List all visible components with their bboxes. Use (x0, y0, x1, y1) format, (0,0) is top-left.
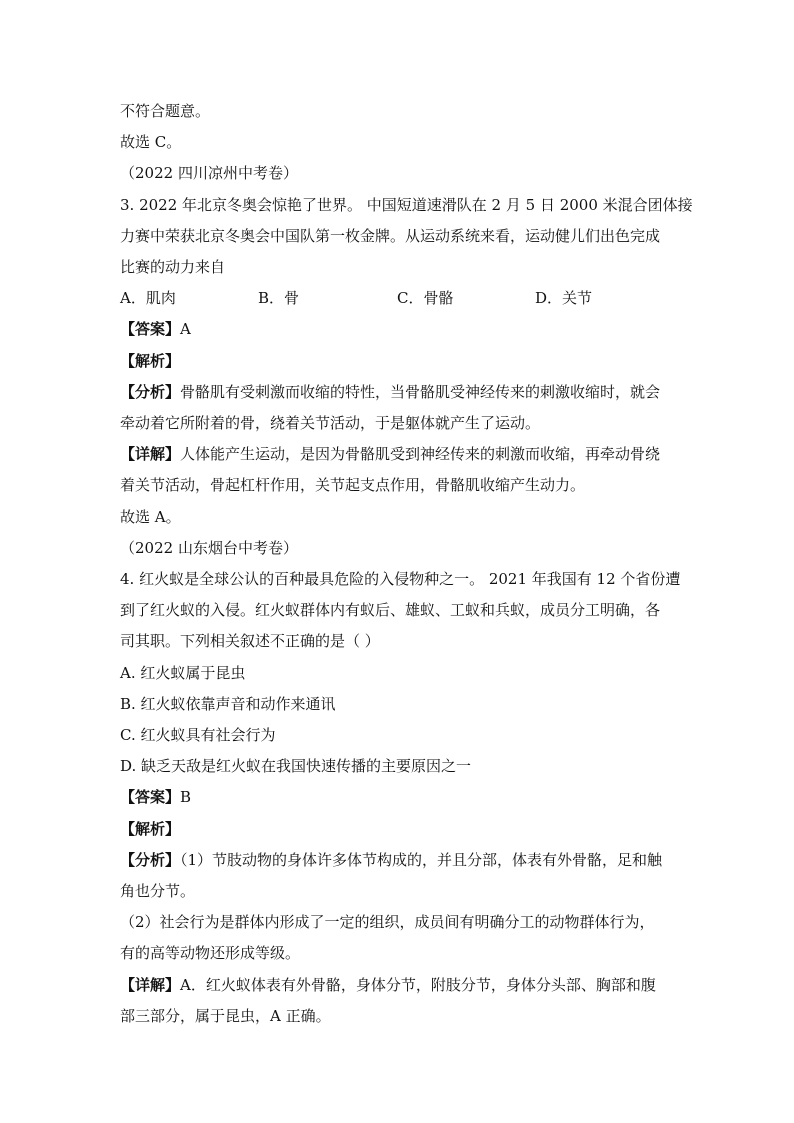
q3-stem-line: 力赛中荣获北京冬奥会中国队第一枚金牌。从运动系统来看，运动健儿们出色完成 (120, 227, 661, 245)
q4-fenxi (120, 850, 662, 870)
answer-tag: 【答案】 (120, 320, 181, 338)
q4-option-b: B. 红火蚁依靠声音和动作来通讯 (120, 695, 336, 713)
q4-xiangjie (120, 975, 656, 995)
text-line: 不符合题意。 (120, 102, 211, 120)
q3-choose: 故选 A。 (120, 508, 181, 526)
fenxi-tag: 【分析】 (120, 383, 181, 401)
q4-source: （2022 山东烟台中考卷） (120, 539, 298, 557)
q3-stem-line: 比赛的动力来自 (120, 258, 226, 276)
q3-source: （2022 四川凉州中考卷） (120, 164, 298, 182)
q3-fenxi-cont: 牵动着它所附着的骨，绕着关节活动，于是躯体就产生了运动。 (120, 414, 541, 432)
fenxi-tag: 【分析】 (120, 851, 181, 869)
q4-analysis (120, 819, 180, 839)
q4-answer (120, 787, 191, 807)
xiangjie-text: 人体能产生运动，是因为骨骼肌受到神经传来的刺激而收缩，再牵动骨绕 (180, 445, 661, 463)
analysis-tag: 【解析】 (120, 352, 181, 370)
q4-stem-line: 到了红火蚁的入侵。红火蚁群体内有蚁后、雄蚁、工蚁和兵蚁，成员分工明确，各 (120, 601, 661, 619)
answer-tag: 【答案】 (120, 788, 181, 806)
answer-value: B (180, 788, 192, 806)
q3-xiangjie (120, 444, 660, 464)
q4-xiangjie-cont: 部三部分，属于昆虫，A 正确。 (120, 1007, 331, 1025)
choose-line: 故选 C。 (120, 133, 182, 151)
q3-option-d: D．关节 (535, 289, 593, 307)
q4-stem-line: 司其职。下列相关叙述不正确的是（ ） (120, 632, 380, 650)
q3-xiangjie-cont: 着关节活动，骨起杠杆作用，关节起支点作用，骨骼肌收缩产生动力。 (120, 476, 586, 494)
q3-answer (120, 319, 191, 339)
fenxi-text: 骨骼肌有受刺激而收缩的特性，当骨骼肌受神经传来的刺激收缩时，就会 (180, 383, 661, 401)
q3-fenxi (120, 382, 660, 402)
q3-option-c: C．骨骼 (397, 289, 454, 307)
q4-option-d: D. 缺乏天敌是红火蚁在我国快速传播的主要原因之一 (120, 757, 472, 775)
xiangjie-tag: 【详解】 (120, 445, 181, 463)
q4-option-a: A. 红火蚁属于昆虫 (120, 664, 246, 682)
q4-fenxi-cont: 角也分节。 (120, 882, 196, 900)
fenxi-text: （1）节肢动物的身体许多体节构成的，并且分部，体表有外骨骼，足和触 (180, 851, 663, 869)
q3-analysis (120, 351, 180, 371)
q4-stem-line: 4. 红火蚁是全球公认的百种最具危险的入侵物种之一。 2021 年我国有 12 个省份遭 (120, 570, 681, 588)
q4-option-c: C. 红火蚁具有社会行为 (120, 726, 276, 744)
xiangjie-text: A．红火蚁体表有外骨骼，身体分节，附肢分节，身体分头部、胸部和腹 (180, 976, 656, 994)
xiangjie-tag: 【详解】 (120, 976, 181, 994)
q4-fenxi-line: （2）社会行为是群体内形成了一定的组织，成员间有明确分工的动物群体行为， (120, 913, 655, 931)
q4-fenxi-cont: 有的高等动物还形成等级。 (120, 944, 301, 962)
q3-option-b: B．骨 (258, 289, 300, 307)
answer-value: A (180, 320, 191, 338)
q3-stem-line: 3. 2022 年北京冬奥会惊艳了世界。 中国短道速滑队在 2 月 5 日 2000 米混合团体接 (120, 196, 693, 214)
analysis-tag: 【解析】 (120, 820, 181, 838)
q3-option-a: A．肌肉 (120, 289, 176, 307)
